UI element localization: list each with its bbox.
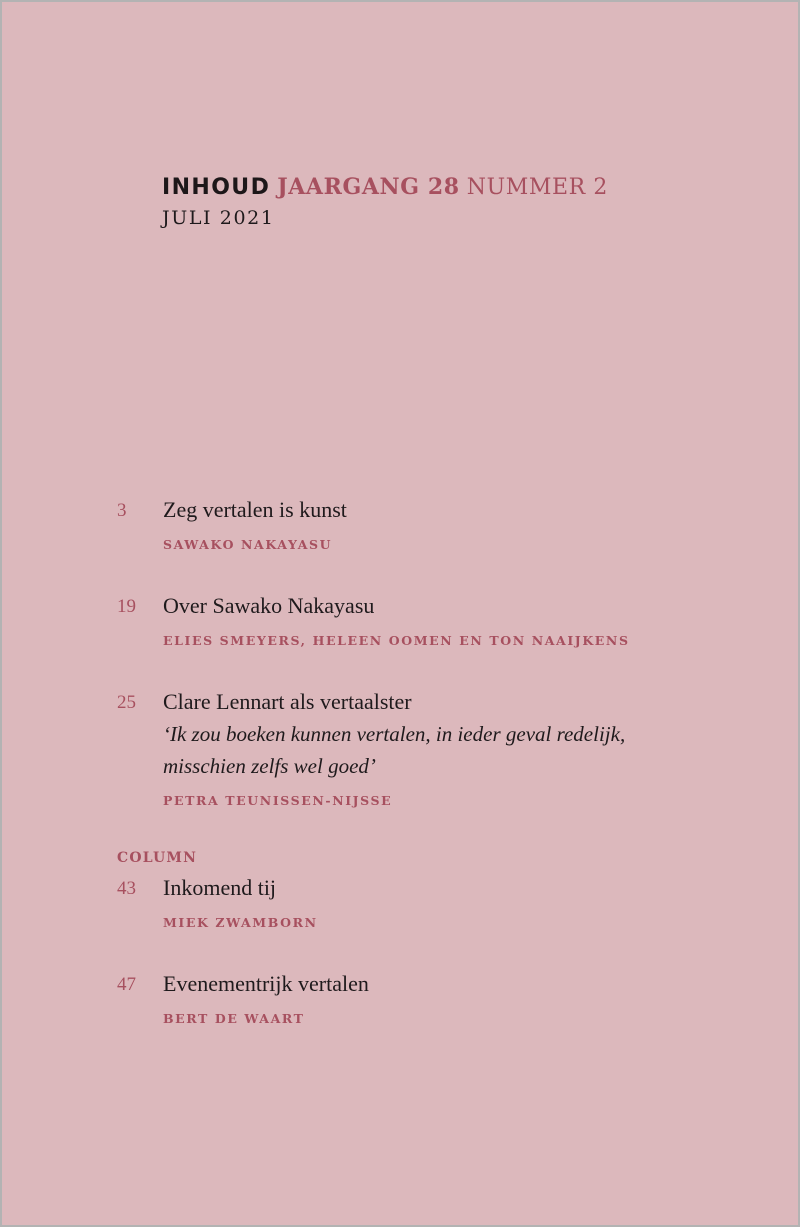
toc-page-number: 3 <box>117 500 127 521</box>
issue-date: JULI 2021 <box>162 207 275 229</box>
toc-title: Over Sawako Nakayasu <box>163 593 375 618</box>
toc-subtitle-line: misschien zelfs wel goed’ <box>163 754 376 778</box>
table-of-contents <box>117 494 757 1035</box>
issue-header <box>162 172 608 229</box>
toc-subtitle-line: ‘Ik zou boeken kunnen vertalen, in ieder geval redelijk, <box>163 722 626 746</box>
toc-author: PETRA TEUNISSEN-NIJSSE <box>163 793 393 808</box>
toc-entry[interactable] <box>117 494 757 561</box>
toc-page-number: 43 <box>117 878 136 899</box>
toc-page-number: 19 <box>117 596 136 617</box>
toc-title: Inkomend tij <box>163 875 277 900</box>
toc-entry[interactable] <box>117 872 757 939</box>
toc-entry[interactable] <box>117 968 757 1035</box>
toc-page-number: 47 <box>117 974 136 995</box>
toc-title: Clare Lennart als vertaalster <box>163 689 412 714</box>
toc-author: MIEK ZWAMBORN <box>163 915 318 930</box>
column-section-label: COLUMN <box>117 850 198 866</box>
issue-title-line <box>162 172 608 203</box>
toc-author: ELIES SMEYERS, HELEEN OOMEN EN TON NAAIJKENS <box>163 633 630 648</box>
inhoud-heading: INHOUD <box>162 175 271 200</box>
toc-title: Zeg vertalen is kunst <box>163 497 347 522</box>
issue-number: NUMMER 2 <box>466 175 608 200</box>
toc-entry[interactable] <box>117 590 757 657</box>
toc-author: SAWAKO NAKAYASU <box>163 537 333 552</box>
toc-entry[interactable] <box>117 686 757 817</box>
toc-author: BERT DE WAART <box>163 1011 305 1026</box>
volume-label: JAARGANG 28 <box>277 174 460 200</box>
toc-title: Evenementrijk vertalen <box>163 971 369 996</box>
toc-page-number: 25 <box>117 692 136 713</box>
